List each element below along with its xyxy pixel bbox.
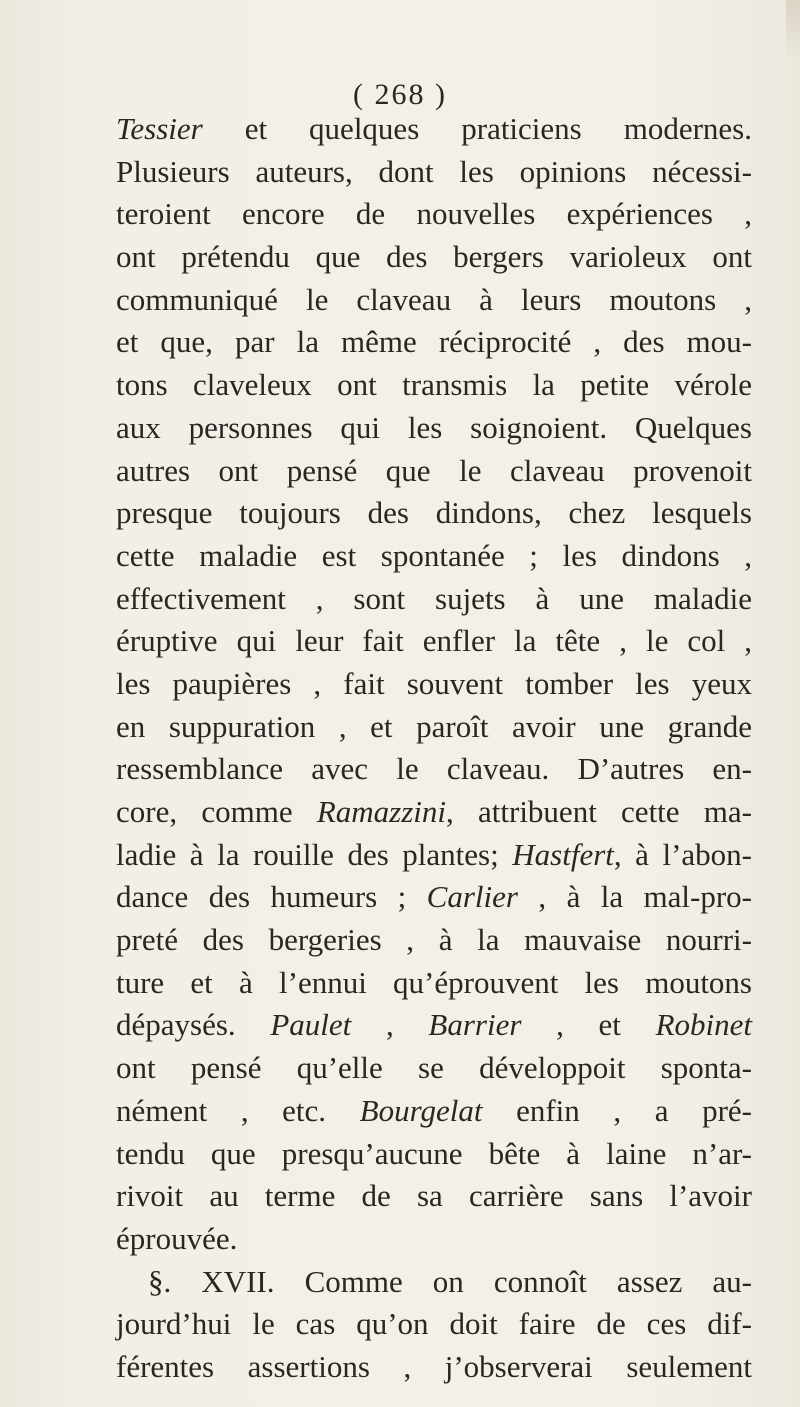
text-line <box>116 450 752 493</box>
text-run: aux personnes qui les soignoient. Quelques <box>116 409 752 445</box>
text-line <box>116 407 752 450</box>
text-run: dépaysés. <box>116 1007 271 1043</box>
text-run: ture et à l’ennui qu’éprouvent les moutons <box>116 964 752 1000</box>
text-line <box>116 1133 752 1176</box>
text-run: dance des humeurs ; <box>116 879 427 915</box>
text-line <box>116 1047 752 1090</box>
text-run: , <box>351 1007 429 1043</box>
italic-name: Robinet <box>655 1007 752 1043</box>
text-run: effectivement , sont sujets à une maladie <box>116 580 752 616</box>
text-line <box>116 791 752 834</box>
text-line <box>116 1004 752 1047</box>
text-run: et quelques praticiens modernes. <box>202 111 752 146</box>
italic-name: Barrier <box>428 1007 522 1043</box>
text-run: éprouvée. <box>116 1220 238 1256</box>
text-run: férentes assertions , j’observerai seulement <box>116 1348 752 1384</box>
text-line <box>116 748 752 791</box>
italic-name: Hastfert <box>512 836 614 872</box>
text-run: nément , etc. <box>116 1092 360 1128</box>
text-run: en suppuration , et paroît avoir une grande <box>116 708 752 744</box>
text-run: , à l’abon- <box>613 836 752 872</box>
text-run: ont pensé qu’elle se développoit sponta- <box>116 1050 752 1086</box>
text-line <box>116 236 752 279</box>
text-run: core, comme <box>116 794 317 829</box>
text-line <box>116 1261 752 1304</box>
italic-name: Ramazzini <box>316 794 447 829</box>
text-run: rivoit au terme de sa carrière sans l’avoir <box>116 1178 752 1214</box>
text-run: autres ont pensé que le claveau provenoit <box>116 452 752 488</box>
text-line <box>116 919 752 962</box>
text-line <box>116 620 752 663</box>
text-run: presque toujours des dindons, chez lesquels <box>116 495 752 531</box>
text-run: éruptive qui leur fait enfler la tête , le col , <box>116 623 752 659</box>
text-run: teroient encore de nouvelles expériences , <box>116 196 752 232</box>
page-edge-shadow <box>786 0 800 60</box>
text-line <box>116 321 752 364</box>
text-line <box>116 151 752 194</box>
text-run: , à la mal-pro- <box>517 879 752 915</box>
text-line <box>116 193 752 236</box>
italic-name: Tessier <box>116 111 203 146</box>
text-run: Plusieurs auteurs, dont les opinions nécessi- <box>116 153 752 189</box>
text-run: , attribuent cette ma- <box>446 794 752 829</box>
text-run: ladie à la rouille des plantes; <box>116 836 513 872</box>
text-line <box>116 663 752 706</box>
text-run: , et <box>521 1007 656 1043</box>
text-line <box>116 834 752 877</box>
text-run: enfin , a pré- <box>482 1092 752 1128</box>
text-line <box>116 1175 752 1218</box>
text-line <box>116 706 752 749</box>
text-run: §. XVII. Comme on connoît assez au- <box>148 1263 752 1299</box>
text-run: preté des bergeries , à la mauvaise nourri- <box>116 922 752 958</box>
text-run: les paupières , fait souvent tomber les yeux <box>116 665 752 701</box>
text-run: tendu que presqu’aucune bête à laine n’ar- <box>116 1135 752 1171</box>
text-run: communiqué le claveau à leurs moutons , <box>116 281 752 317</box>
text-run: ont prétendu que des bergers varioleux ont <box>116 239 752 275</box>
text-line <box>116 364 752 407</box>
text-line <box>116 578 752 621</box>
text-run: tons claveleux ont transmis la petite vérole <box>116 367 752 403</box>
text-line <box>116 279 752 322</box>
italic-name: Bourgelat <box>359 1092 483 1128</box>
italic-name: Paulet <box>270 1007 352 1043</box>
text-run: ressemblance avec le claveau. D’autres en- <box>116 751 752 787</box>
text-line <box>116 1218 752 1261</box>
text-run: cette maladie est spontanée ; les dindons , <box>116 537 752 573</box>
text-line <box>116 535 752 578</box>
text-line <box>116 962 752 1005</box>
body-text <box>116 108 752 1389</box>
italic-name: Carlier <box>426 879 518 915</box>
text-line <box>116 1090 752 1133</box>
page-number: ( 268 ) <box>353 78 447 111</box>
text-run: et que, par la même réciprocité , des mou- <box>116 324 752 360</box>
text-line <box>116 876 752 919</box>
text-line <box>116 1346 752 1389</box>
text-line <box>116 492 752 535</box>
text-line <box>116 108 752 151</box>
text-run: jourd’hui le cas qu’on doit faire de ces dif- <box>116 1306 752 1342</box>
text-line <box>116 1303 752 1346</box>
